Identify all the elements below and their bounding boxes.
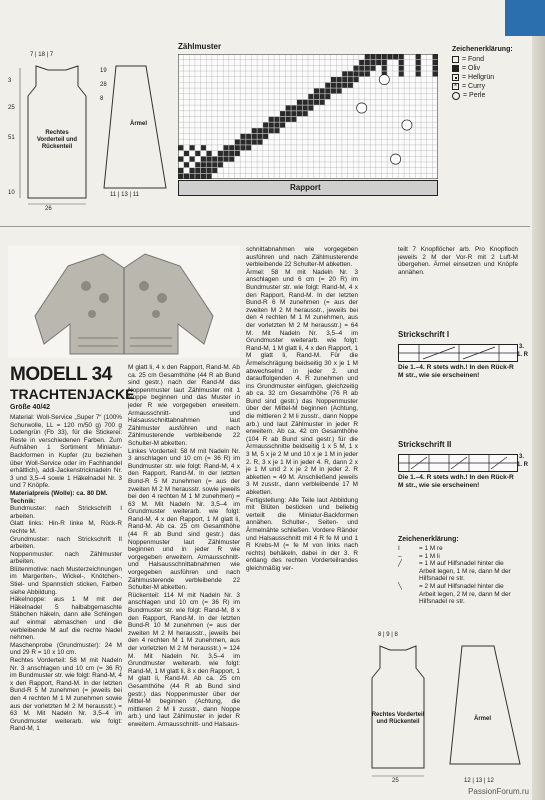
chart-cell [218, 157, 223, 162]
chart-cell [246, 140, 251, 145]
chart-cell [252, 134, 257, 139]
chart-cell [252, 128, 257, 133]
chart-cell [297, 111, 302, 116]
chart-cell [286, 117, 291, 122]
page-edge [532, 0, 545, 800]
chart-cell [320, 100, 325, 105]
schematic-top-dim-4: 10 [8, 190, 15, 196]
chart-cell [207, 168, 212, 173]
stitch-legend [398, 536, 520, 606]
chart-cell [359, 71, 364, 76]
chart-cell [354, 71, 359, 76]
knit-icon: I [398, 545, 400, 552]
perle-marker [357, 103, 367, 113]
cross-left-icon: ╲ [398, 582, 402, 590]
sleeve-bottom-dims: 11 | 13 | 11 [110, 192, 139, 198]
paragraph: Bundmuster: nach Strickschrift I arbeiten. [10, 505, 122, 520]
legend-item-perle [452, 91, 532, 100]
stitch-legend-title: Zeichenerklärung: [398, 536, 459, 543]
chart-cell [314, 100, 319, 105]
sleeve-dim-3: 8 [100, 96, 104, 102]
chart-cell [348, 71, 353, 76]
schematic-top-dims: 7 | 18 | 7 [30, 52, 54, 58]
chart-cell [235, 145, 240, 150]
legend-title: Zeichenerklärung: [452, 46, 513, 53]
chart-cell [224, 145, 229, 150]
hellgruen-icon [452, 74, 459, 81]
chart-cell [376, 60, 381, 65]
chart-cell [224, 151, 229, 156]
chart-cell [257, 134, 262, 139]
paragraph: Linkes Vorderteil: 58 M mit Nadeln Nr. 3 anschlagen und 10 cm (= 36 R) im Bundmuster str. wie folgt: Rand-M, 4 x den Rapport, Rand-M. In der letzten Bund-R 5 M zunehmen (= aus der zweiten M 2 M herausstr. sowie jeweils bei den 4 rechten M 1 M zunehmen) = 63 M. Mit Nadeln Nr. 3,5–4 im Grundmuster weiterarb. wie folgt: Rand-M, 4 x den Rapport, 1 M glatt li, Rand-M. Ab ca. 25 cm Gesamthöhe (44 R ab Bund sind gestr.) das Noppenmuster laut Zählmuster beginnen und in jeder R wie vorgegeben erweitern. Armausschnitt- und Halsausschnittabnahmen wie vorgegeben ausführen und nach Zählmusterende verbleibende 22 Schulter-M abketten. [128, 447, 240, 592]
stitch-legend-label: = 1 M li [419, 552, 440, 560]
model-size: Größe 40/42 [10, 404, 51, 411]
chart-cell [337, 83, 342, 88]
divider [0, 226, 530, 227]
legend-label: = Perle [463, 92, 486, 99]
legend-label: = Fond [462, 56, 484, 63]
chart-cell [280, 122, 285, 127]
chart-cell [433, 66, 438, 71]
chart-cell [201, 174, 206, 179]
chart-cell [359, 66, 364, 71]
chart-cell [263, 122, 268, 127]
legend-label: = Oliv [462, 65, 481, 72]
chart-cell [382, 60, 387, 65]
perle-marker [402, 120, 412, 130]
text-column-3 [246, 246, 358, 794]
chart-cell [354, 77, 359, 82]
paragraph: Noppenmuster: nach Zählmuster arbeiten. [10, 550, 122, 566]
chart-cell [297, 105, 302, 110]
cross-right-icon: ╱ [398, 560, 402, 568]
stitch-legend-item [398, 545, 520, 553]
model-subtitle: TRACHTENJACKE [10, 386, 135, 402]
chart-cell [370, 60, 375, 65]
chart-cell [382, 66, 387, 71]
paragraph: Häkelnoppe: aus 1 M mit der Häkelnadel 5 halbabgemaschte Stäbchen häkeln, dann alle Schlingen auf einmal abmaschen und die verbleibende M auf die rechte Nadel nehmen. [10, 596, 122, 642]
chart-cell [235, 140, 240, 145]
chart-cell [359, 60, 364, 65]
chart-cell [201, 168, 206, 173]
strickschrift-1-row3: 3. [519, 344, 525, 350]
chart-cell [399, 71, 404, 76]
chart-cell [416, 66, 421, 71]
paragraph: Materialpreis (Wolle): ca. 80 DM. [10, 489, 108, 497]
schematic-bottom [362, 628, 532, 786]
strickschrift-2-row1: 1. R [517, 462, 529, 468]
chart-cell [269, 122, 274, 127]
chart-cell [240, 145, 245, 150]
chart-cell [291, 105, 296, 110]
chart-cell [291, 117, 296, 122]
paragraph: teilt 7 Knopflöcher arb. Pro Knopfloch jeweils 2 M der Vor-R mit 2 Luft-M übergehen. Ärmel einsetzen und Knöpfe annähen. [398, 246, 518, 276]
chart-cell [342, 83, 347, 88]
chart-cell [201, 162, 206, 167]
chart-cell [337, 88, 342, 93]
chart-cell [195, 168, 200, 173]
chart-cell [387, 54, 392, 59]
chart-cell [280, 117, 285, 122]
purl-icon: – [398, 552, 402, 560]
chart-cell [269, 128, 274, 133]
chart-cell [274, 122, 279, 127]
chart-cell [286, 105, 291, 110]
chart-cell [201, 145, 206, 150]
perle-marker [391, 154, 401, 164]
chart-cell [370, 66, 375, 71]
chart-cell [252, 140, 257, 145]
schematic-top-dim-2: 25 [8, 105, 15, 111]
legend-item-curry [452, 82, 532, 91]
schematic-top-bottom-dim: 26 [45, 206, 52, 212]
legend-item-fond [452, 55, 532, 64]
schematic-bottom-sleeve-dims: 12 | 13 | 12 [464, 778, 494, 784]
chart-cell [212, 157, 217, 162]
stitch-legend-item [398, 583, 520, 606]
paragraph: Rechtes Vorderteil: 58 M mit Nadeln Nr. 3 anschlagen und 10 cm (= 36 R) im Bundmuster str. wie folgt: Rand-M, 4 x den Rapport, Rand-M. In der letzten Bund-R 5 M zunehmen (= jeweils bei den 4 rechten M 1 M zunehmen sowie aus der vorletzten M 2 M herausstr.) = 63 M. Mit Nadeln Nr. 3,5–4 im Grundmuster weiterarb. wie folgt: Rand-M, 1 [10, 657, 122, 733]
chart-cell [416, 71, 421, 76]
legend-item-hellgruen [452, 73, 532, 82]
chart-cell [303, 111, 308, 116]
schematic-bottom-sleeve: Ärmel [474, 716, 492, 722]
chart-cell [303, 105, 308, 110]
fond-icon [452, 56, 459, 63]
chart-cell [320, 88, 325, 93]
chart-legend [452, 46, 532, 100]
strickschrift-2-chart [398, 454, 518, 472]
chart-cell [354, 66, 359, 71]
paragraph: schnittabnahmen wie vorgegeben ausführen und nach Zählmusterende verbleibende 22 Schulter-M abketten. [246, 246, 358, 269]
stitch-legend-item [398, 560, 520, 583]
chart-title: Zählmuster [178, 42, 222, 51]
perle-icon [452, 92, 460, 100]
chart-cell [240, 140, 245, 145]
chart-cell [291, 111, 296, 116]
text-column-4 [398, 246, 518, 276]
strickschrift-2-title: Strickschrift II [398, 440, 452, 449]
chart-cell [195, 151, 200, 156]
watermark: PassionForum.ru [468, 787, 529, 796]
text-column-1 [10, 414, 122, 794]
chart-cell [365, 60, 370, 65]
chart-cell [195, 174, 200, 179]
chart-cell [207, 174, 212, 179]
chart-cell [184, 162, 189, 167]
chart-cell [308, 94, 313, 99]
chart-cell [337, 77, 342, 82]
chart-cell [257, 128, 262, 133]
chart-cell [212, 162, 217, 167]
chart-cell [207, 157, 212, 162]
chart-cell [416, 60, 421, 65]
paragraph: Maschenprobe (Grundmuster): 24 M und 29 R = 10 x 10 cm. [10, 641, 122, 657]
chart-cell [178, 145, 183, 150]
chart-cell [433, 71, 438, 76]
chart-cell [224, 157, 229, 162]
stitch-legend-label: = 1 M re [419, 545, 443, 552]
chart-cell [201, 157, 206, 162]
schematic-bottom-width: 25 [392, 778, 399, 784]
chart-cell [297, 100, 302, 105]
strickschrift-1-note: Die 1.–4. R stets wdh.! In den Rück-R M str., wie sie erscheinen! [398, 364, 514, 379]
chart-cell [184, 151, 189, 156]
strickschrift-2-row3: 3. [519, 454, 525, 460]
chart-cell [325, 88, 330, 93]
paragraph: Ärmel: 58 M mit Nadeln Nr. 3 anschlagen und 6 cm (= 20 R) im Bundmuster str. wie folgt: Rand-M, 4 x den Rapport, Rand-M. In der letzten Bund-R 6 M zunehmen (= aus der zweiten M 2 M herausstr., jeweils bei den 4 rechten M 1 M zunehmen, aus der vorletzten M 2 M herausstr.) = 64 M. Mit Nadeln Nr. 3,5–4 im Grundmuster weiterarb. wie folgt: Rand-M, 1 M glatt li, 4 x den Rapport, 1 M glatt li, Rand-M. Für die Ärmelschrägung beidseitig 30 x je 1 M abwechselnd in jeder 2. und darauffolgenden 4. R zunehmen und ins Grundmuster einfügen, gleichzeitig ab ca. 32 cm Gesamthöhe (76 R ab Bund sind gestr.) das Noppenmuster über der Mittel-M beginnen (Achtung, die mittleren 2 M li zusstr., dann Noppe arb.) und laut Zählmuster in jeder R erweitern. Ab ca. 42 cm Gesamthöhe (104 R ab Bund sind gestr.) für die Armausschnitte beidseitig 1 x 5 M, 1 x 3 M, 5 x je 2 M und 10 x je 1 M in jeder 2. R, 3 x je 1 M in jeder 4. R, dann 2 x je 1 M und 2 x je 2 M in jeder 2. R abketten = 49 M. Anschließend jeweils 3 M zusstr., dann verbleibende 17 M abketten. [246, 268, 358, 496]
chart-cell [370, 54, 375, 59]
chart-cell [331, 77, 336, 82]
chart-cell [240, 134, 245, 139]
chart-cell [212, 168, 217, 173]
chart-cell [399, 54, 404, 59]
strickschrift-2-note: Die 1.–4. R stets wdh.! In den Rück-R M str., wie sie erscheinen! [398, 474, 514, 489]
chart-cell [303, 100, 308, 105]
strickschrift-1-chart [398, 344, 518, 362]
chart-cell [348, 77, 353, 82]
chart-cell [263, 134, 268, 139]
schematic-top-dim-3: 51 [8, 135, 15, 141]
chart-cell [178, 168, 183, 173]
chart-cell [229, 145, 234, 150]
strickschrift-1-title: Strickschrift I [398, 330, 450, 339]
paragraph: M glatt li, 4 x den Rapport, Rand-M. Ab ca. 25 cm Gesamthöhe (44 R ab Bund sind gestr.) nach der Rand-M das Noppenmuster laut Zählmuster mit 1 Noppe beginnen und das Muster in jeder R wie vorgegeben erweitern. Armausschnitt- und Halsausschnittabnahmen laut Zählmuster ausführen und nach Zählmusterende verbleibende 22 Schulter-M abketten. [128, 364, 240, 447]
chart-cell [376, 54, 381, 59]
chart-cell [342, 71, 347, 76]
chart-cell [280, 111, 285, 116]
schematic-bottom-label: Rechtes Vorderteil und Rückenteil [371, 712, 425, 725]
chart-cell [195, 162, 200, 167]
jacket-photo [8, 246, 240, 358]
chart-cell [365, 71, 370, 76]
paragraph: Rückenteil: 114 M mit Nadeln Nr. 3 anschlagen und 10 cm (= 36 R) im Bundmuster str. wie folgt: Rand-M, 8 x den Rapport, Rand-M. In der letzten Bund-R 10 M zunehmen (= aus der zweiten M 2 M herausstr., jeweils bei den 4 rechten M 1 M zunehmen, aus der vorletzten M 2 M herausstr.) = 124 M. Mit Nadeln Nr. 3,5–4 im Grundmuster weiterarb. wie folgt: Rand-M, 1 M glatt li, 8 x den Rapport, 1 M glatt li, Rand-M. Ab ca. 25 cm Gesamthöhe (44 R ab Bund sind gestr.) das Noppenmuster über der Mittel-M beginnen (Achtung, die mittleren 2 M li zusstr., dann Noppe arb.) und laut Zählmuster in jeder R erweitern. Armausschnitt- und Halsaus- [128, 591, 240, 728]
chart-cell [314, 94, 319, 99]
chart-cell [348, 83, 353, 88]
chart-cell [190, 157, 195, 162]
chart-cell [433, 60, 438, 65]
chart-cell [320, 94, 325, 99]
sleeve-dim-2: 28 [100, 82, 107, 88]
stitch-legend-label: = 2 M auf Hilfsnadel hinter die Arbeit legen, 2 M re, dann M der Hilfsnadel re str. [419, 582, 511, 606]
chart-cell [274, 128, 279, 133]
chart-cell [399, 60, 404, 65]
strickschrift-1-row1: 1. R [517, 352, 529, 358]
chart-cell [218, 151, 223, 156]
chart-cell [229, 151, 234, 156]
chart-cell [218, 162, 223, 167]
chart-cell [399, 66, 404, 71]
chart-cell [342, 77, 347, 82]
model-title: MODELL 34 [10, 364, 112, 385]
schematic-top-label: Rechtes Vorderteil und Rückenteil [36, 130, 78, 150]
chart-cell [269, 117, 274, 122]
schematic-top-dim-1: 3 [8, 78, 12, 84]
chart-cell [433, 54, 438, 59]
paragraph: Glatt links: Hin-R linke M, Rück-R rechte M. [10, 520, 122, 535]
chart-cell [257, 140, 262, 145]
chart-cell [190, 174, 195, 179]
chart-cell [235, 151, 240, 156]
chart-cell [382, 54, 387, 59]
chart-cell [190, 168, 195, 173]
rapport-label: Rapport [290, 183, 321, 192]
paragraph: Technik: [10, 497, 36, 505]
chart-cell [331, 83, 336, 88]
chart-cell [274, 117, 279, 122]
chart-cell [416, 54, 421, 59]
chart-cell [308, 100, 313, 105]
chart-cell [365, 54, 370, 59]
text-column-2 [128, 364, 240, 794]
counting-chart [178, 54, 438, 179]
chart-cell [246, 145, 251, 150]
chart-cell [314, 88, 319, 93]
chart-cell [207, 151, 212, 156]
legend-item-oliv [452, 64, 532, 73]
chart-cell [229, 157, 234, 162]
chart-cell [331, 88, 336, 93]
paragraph: Blütenmotive: nach Musterzeichnungen im Margeriten-, Wickel-, Knötchen-, Stiel- und Spannstich sticken, Farben siehe Abbildung. [10, 565, 122, 596]
chart-cell [263, 128, 268, 133]
legend-label: = Curry [462, 83, 486, 90]
blue-corner-tab [505, 0, 545, 36]
chart-cell [207, 162, 212, 167]
chart-cell [286, 111, 291, 116]
chart-cell [246, 134, 251, 139]
paragraph: Material: Woll-Service „Super 7“ (100% Schurwolle, LL = 120 m/50 g) 700 g Lodengrün (Fb 33), für die Stickerei: Reste in verschiedenen Farben. Zum Aufnähen 1 Sortiment Miniatur-Backformen in Kupfer (zu beziehen über Woll-Service oder im Fachhandel erhältlich), addi-Jackenstricknadeln Nr. 3 und 3,5–4 sowie 1 Häkelnadel Nr. 3 und 7 Knöpfe. [10, 414, 122, 490]
chart-cell [184, 174, 189, 179]
chart-cell [325, 83, 330, 88]
chart-cell [190, 145, 195, 150]
chart-cell [308, 105, 313, 110]
schematic-bottom-dims: 8 | 9 | 8 [378, 632, 398, 638]
chart-cell [393, 54, 398, 59]
legend-label: = Hellgrün [462, 74, 495, 81]
perle-marker [379, 74, 389, 84]
curry-icon: × [453, 83, 458, 89]
chart-cell [178, 157, 183, 162]
schematic-top-sleeve: Ärmel [130, 121, 148, 127]
stitch-legend-label: = 1 M auf Hilfsnadel hinter die Arbeit legen, 1 M re, dann M der Hilfsnadel re str. [419, 560, 511, 583]
paragraph: Fertigstellung: Alle Teile laut Abbildung mit Blüten besticken und beliebig verteilt die Miniatur-Backformen annähen. Schulter-, Seiten- und Ärmelnähte schließen. Vordere Ränder und Halsausschnitt mit 4 R fe M und 1 R Krebs-M (= fe M von links nach rechts) behäkeln, dabei in der 3. R entlang des rechten Vorderteilrandes gleichmäßig ver- [246, 496, 358, 572]
chart-cell [365, 66, 370, 71]
chart-cell [325, 94, 330, 99]
oliv-icon [452, 65, 459, 72]
sleeve-dim-1: 19 [100, 68, 107, 74]
chart-cell [178, 174, 183, 179]
paragraph: Grundmuster: nach Strickschrift II arbeiten. [10, 535, 122, 551]
stitch-legend-item [398, 553, 520, 561]
